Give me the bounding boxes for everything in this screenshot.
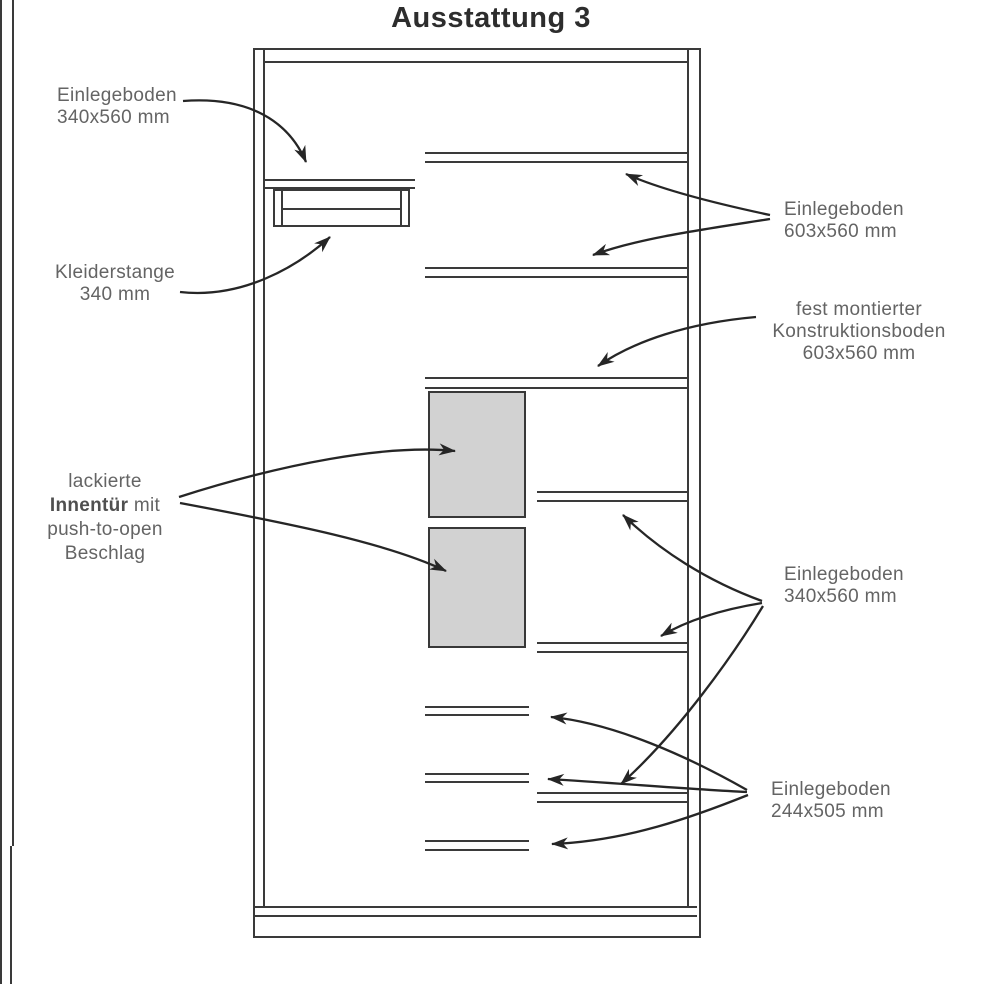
callout-bold-word: Innentür [49,495,129,516]
callout-line: Kleiderstange [54,262,176,283]
shelf-340x560-left [265,179,415,189]
cabinet-center-divider [0,0,14,846]
callout-line: 603x560 mm [802,343,916,364]
callout-line: Beschlag [64,543,146,564]
callout-line: 340 mm [79,283,151,305]
shelf-340x560-right-mid [537,642,687,653]
sub-column-divider [0,846,12,984]
page-title: Ausstattung 3 [391,2,591,34]
callout-line: 340x560 mm [784,585,897,607]
callout-shelf-340-left [57,85,197,128]
callout-line-rest: mit [128,495,161,516]
callout-konstruktionsboden [770,299,948,365]
callout-kleiderstange [45,262,185,305]
callout-line: fest montierter [796,299,922,320]
callout-line: Einlegeboden [784,199,904,220]
shelf-340x560-right-top [537,491,687,502]
shelf-244x505-bottom [425,840,529,851]
shelf-244x505-mid [425,773,529,783]
callout-line: push-to-open [47,519,163,540]
inner-door-upper [428,391,526,518]
callout-line: 244x505 mm [771,800,884,822]
callout-shelf-603 [784,199,934,242]
shelf-340x560-right-bottom [537,792,687,803]
callout-line: Einlegeboden [784,564,904,585]
callout-shelf-340-right [784,564,934,607]
shelf-244x505-top [425,706,529,716]
shelf-603x560-lower [425,267,687,278]
cabinet-bottom-board [255,906,697,917]
konstruktionsboden-fixed-shelf [425,377,687,389]
inner-door-lower [428,527,526,648]
callout-line: lackierte [68,471,142,492]
callout-line: 603x560 mm [784,220,897,242]
callout-line: 340x560 mm [57,106,170,128]
clothes-rail-bar-line [283,208,400,210]
callout-line: Einlegeboden [771,779,891,800]
callout-line [30,494,180,518]
callout-line: Konstruktionsboden [772,321,946,342]
callout-line: Einlegeboden [57,85,177,106]
callout-innentuer [30,470,180,566]
cabinet-top-panel-inner-line [265,61,687,63]
shelf-603x560-upper [425,152,687,163]
callout-shelf-244 [771,779,921,822]
clothes-rail-right-bracket [400,191,402,225]
cabinet-right-wall-inner-line [687,50,689,917]
